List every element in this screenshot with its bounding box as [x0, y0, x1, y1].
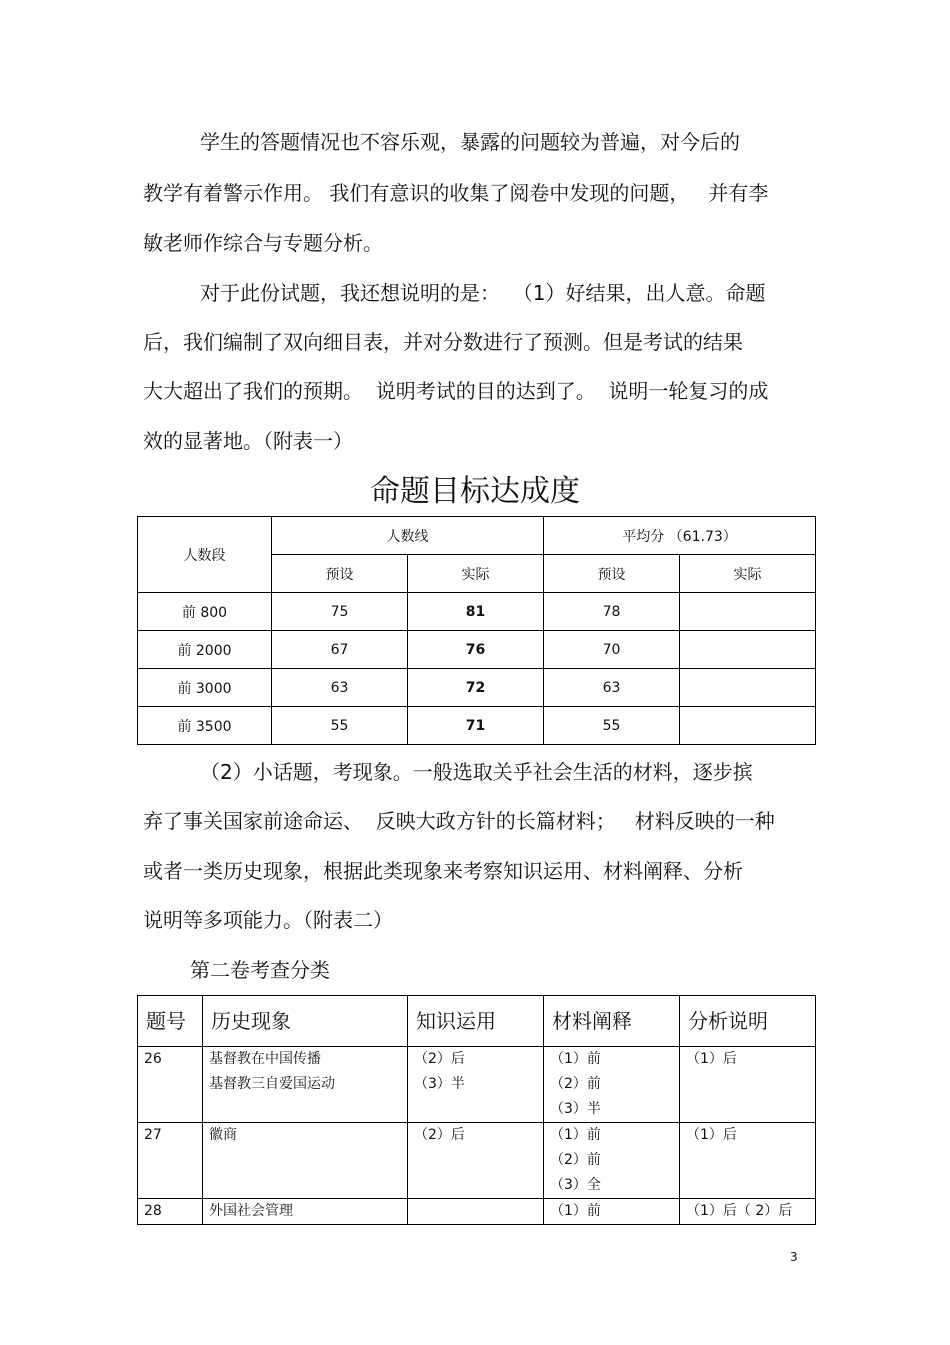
header-segment: 人数段 [138, 517, 272, 593]
segment-cell: 前 3000 [138, 669, 272, 707]
knowledge-cell [408, 1047, 544, 1123]
paragraph-line: 对于此份试题，我还想说明的是： （1）好结果，出人意。命题 [200, 281, 766, 305]
table-row [138, 593, 816, 631]
number-cell: 26 [138, 1047, 203, 1123]
material-cell [544, 1047, 680, 1123]
line-preset-cell: 67 [272, 631, 408, 669]
avg-actual-cell [680, 593, 816, 631]
material-cell [544, 1199, 680, 1225]
target-achievement-table [137, 516, 816, 745]
cell-line: （2）前 [550, 1152, 601, 1168]
cell-line: 基督教三自爱国运动 [209, 1076, 335, 1092]
table-row [138, 707, 816, 745]
phenomena-cell [203, 1199, 408, 1225]
cell-line: （2）后 [414, 1051, 465, 1067]
subheader-actual: 实际 [408, 555, 544, 593]
paragraph-line: 弃了事关国家前途命运、 反映大政方针的长篇材料； 材料反映的一种 [143, 809, 775, 833]
analysis-cell [680, 1047, 816, 1123]
cell-line: （2）后 [414, 1127, 465, 1143]
knowledge-cell [408, 1123, 544, 1199]
paragraph-line: 教学有着警示作用。 我们有意识的收集了阅卷中发现的问题， 并有李 [143, 181, 769, 205]
paragraph-line: 效的显著地。（附表一） [143, 429, 353, 453]
segment-cell: 前 3500 [138, 707, 272, 745]
line-actual-cell: 71 [408, 707, 544, 745]
paragraph-line: 敏老师作综合与专题分析。 [143, 231, 383, 255]
number-cell: 27 [138, 1123, 203, 1199]
analysis-cell [680, 1199, 816, 1225]
cell-line: 外国社会管理 [209, 1203, 293, 1219]
segment-cell: 前 2000 [138, 631, 272, 669]
subheader-preset: 预设 [272, 555, 408, 593]
paper-classification-table [137, 995, 816, 1225]
cell-line: （1）后 [686, 1127, 737, 1143]
paragraph-line: 或者一类历史现象，根据此类现象来考察知识运用、材料阐释、分析 [143, 859, 743, 883]
header-number: 题号 [138, 996, 203, 1047]
table-row [138, 631, 816, 669]
avg-preset-cell: 78 [544, 593, 680, 631]
avg-preset-cell: 55 [544, 707, 680, 745]
avg-actual-cell [680, 707, 816, 745]
line-actual-cell: 76 [408, 631, 544, 669]
table1-title: 命题目标达成度 [370, 474, 580, 509]
phenomena-cell [203, 1047, 408, 1123]
paragraph-line: 后，我们编制了双向细目表，并对分数进行了预测。但是考试的结果 [143, 330, 743, 354]
table-row [138, 1123, 816, 1199]
line-preset-cell: 75 [272, 593, 408, 631]
avg-preset-cell: 70 [544, 631, 680, 669]
header-knowledge: 知识运用 [408, 996, 544, 1047]
material-cell [544, 1123, 680, 1199]
cell-line: （1）后（ 2）后 [686, 1203, 793, 1219]
cell-line: 基督教在中国传播 [209, 1051, 321, 1067]
line-actual-cell: 81 [408, 593, 544, 631]
paragraph-line: 学生的答题情况也不容乐观，暴露的问题较为普遍，对今后的 [200, 130, 740, 154]
subheader-actual: 实际 [680, 555, 816, 593]
knowledge-cell [408, 1199, 544, 1225]
segment-cell: 前 800 [138, 593, 272, 631]
cell-line: （3）半 [550, 1101, 601, 1117]
paragraph-line: （2）小话题，考现象。一般选取关乎社会生活的材料，逐步摈 [200, 760, 753, 784]
table-row [138, 669, 816, 707]
avg-preset-cell: 63 [544, 669, 680, 707]
line-preset-cell: 63 [272, 669, 408, 707]
table-row [138, 1047, 816, 1123]
table2-title: 第二卷考查分类 [190, 958, 330, 982]
number-cell: 28 [138, 1199, 203, 1225]
phenomena-cell [203, 1123, 408, 1199]
cell-line: （1）前 [550, 1127, 601, 1143]
analysis-cell [680, 1123, 816, 1199]
header-material: 材料阐释 [544, 996, 680, 1047]
cell-line: （1）前 [550, 1203, 601, 1219]
cell-line: （3）半 [414, 1076, 465, 1092]
subheader-preset: 预设 [544, 555, 680, 593]
line-preset-cell: 55 [272, 707, 408, 745]
cell-line: （1）前 [550, 1051, 601, 1067]
header-analysis: 分析说明 [680, 996, 816, 1047]
cell-line: 徽商 [209, 1127, 237, 1143]
cell-line: （3）全 [550, 1177, 601, 1193]
paragraph-line: 说明等多项能力。（附表二） [143, 908, 393, 932]
header-average-group: 平均分 （61.73） [544, 517, 816, 555]
cell-line: （2）前 [550, 1076, 601, 1092]
header-line-group: 人数线 [272, 517, 544, 555]
page-number: 3 [790, 1250, 798, 1264]
table-row [138, 1199, 816, 1225]
avg-actual-cell [680, 631, 816, 669]
avg-actual-cell [680, 669, 816, 707]
paragraph-line: 大大超出了我们的预期。 说明考试的目的达到了。 说明一轮复习的成 [143, 379, 769, 403]
line-actual-cell: 72 [408, 669, 544, 707]
header-phenomena: 历史现象 [203, 996, 408, 1047]
cell-line: （1）后 [686, 1051, 737, 1067]
